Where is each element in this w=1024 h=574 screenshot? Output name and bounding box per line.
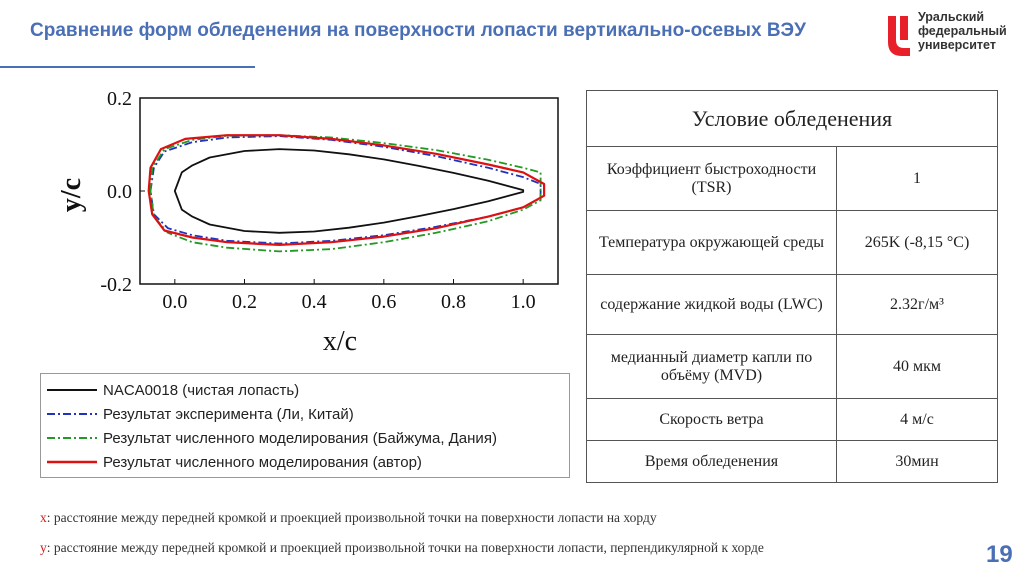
note-x-definition [40, 510, 657, 526]
x-tick-label: 0.0 [162, 291, 188, 313]
table-row [587, 275, 998, 335]
series-line-2 [151, 135, 541, 251]
row-label-mvd: медианный диаметр капли по объёму (MVD) [587, 335, 837, 399]
note-x-text: : расстояние между передней кромкой и проекцией произвольной точки на поверхности лопасти на хорду [46, 510, 657, 525]
y-tick-label: -0.2 [100, 274, 132, 296]
row-value-wind-speed: 4 м/с [837, 399, 998, 441]
x-tick-label: 1.0 [510, 291, 536, 313]
y-tick-label: 0.0 [107, 181, 132, 203]
title-underline [0, 66, 255, 68]
x-tick-label: 0.8 [441, 291, 466, 313]
table-row [587, 147, 998, 211]
note-y-var: y [40, 540, 47, 555]
x-tick-label: 0.6 [371, 291, 397, 313]
table-row [587, 211, 998, 275]
legend-label-denmark: Результат численного моделирования (Байжума, Дания) [103, 429, 497, 447]
legend-item-experiment [47, 402, 354, 426]
row-label-tsr: Коэффициент быстроходности (TSR) [587, 147, 837, 211]
plot-frame [140, 98, 558, 284]
table-row [587, 335, 998, 399]
row-label-wind-speed: Скорость ветра [587, 399, 837, 441]
chart-svg [40, 80, 570, 362]
legend-label-author: Результат численного моделирования (автор) [103, 453, 422, 471]
note-x-var: x [40, 510, 47, 525]
series-lines [149, 135, 544, 251]
legend-item-author [47, 450, 422, 474]
x-tick-label: 0.4 [301, 291, 327, 313]
x-tick-label: 0.2 [232, 291, 257, 313]
row-label-lwc: содержание жидкой воды (LWC) [587, 275, 837, 335]
legend-label-experiment: Результат эксперимента (Ли, Китай) [103, 405, 354, 423]
icing-shape-chart [40, 80, 570, 362]
row-value-lwc: 2.32г/м³ [837, 275, 998, 335]
note-y-text: : расстояние между передней кромкой и проекцией произвольной точки на поверхности лопасти, перпендикулярной к хорде [46, 540, 764, 555]
icing-conditions-table [586, 90, 998, 483]
y-axis-label: y/c [56, 177, 87, 213]
row-label-temperature: Температура окружающей среды [587, 211, 837, 275]
legend-swatch-denmark [47, 433, 97, 443]
legend-item-naca [47, 378, 299, 402]
ticks [100, 88, 535, 313]
legend-swatch-experiment [47, 409, 97, 419]
row-value-temperature: 265K (-8,15 °С) [837, 211, 998, 275]
row-value-icing-time: 30мин [837, 441, 998, 483]
legend-swatch-author [47, 457, 97, 467]
row-value-mvd: 40 мкм [837, 335, 998, 399]
chart-legend [40, 373, 570, 478]
university-logo-icon [884, 12, 914, 60]
legend-swatch-naca [47, 385, 97, 395]
note-y-definition [40, 540, 764, 556]
page-number: 19 [986, 541, 1013, 568]
table-row [587, 399, 998, 441]
x-axis-label: x/c [322, 326, 358, 357]
university-logo-text: Уральский федеральный университет [918, 10, 1007, 52]
legend-item-denmark [47, 426, 497, 450]
row-label-icing-time: Время обледенения [587, 441, 837, 483]
table-header: Условие обледенения [587, 91, 998, 147]
legend-label-naca: NACA0018 (чистая лопасть) [103, 381, 300, 399]
y-tick-label: 0.2 [107, 88, 132, 110]
row-value-tsr: 1 [837, 147, 998, 211]
table-row [587, 441, 998, 483]
slide-title: Сравнение форм обледенения на поверхности лопасти вертикально-осевых ВЭУ [30, 20, 806, 41]
